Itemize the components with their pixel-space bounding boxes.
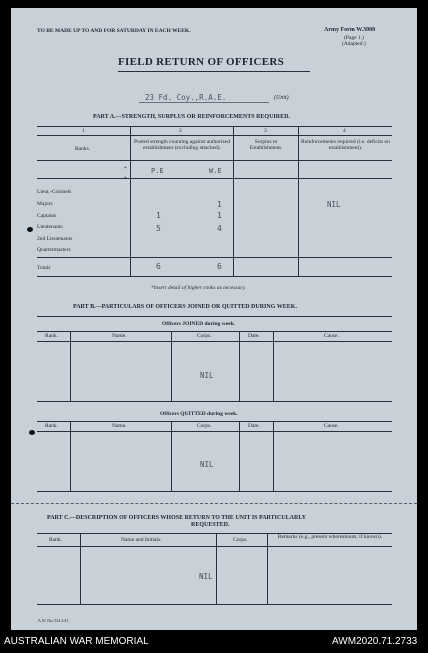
form-page: (Page 1.) <box>344 35 364 41</box>
col-surplus-header: Surplus to Establishment. <box>249 139 283 151</box>
pe-value: 5 <box>156 224 161 233</box>
sub-header-we: W.E <box>209 167 222 175</box>
unit-value: 23 Fd. Coy.,R.A.E. <box>145 93 227 102</box>
part-c-nil: NIL <box>199 572 213 581</box>
col-reinforcements-header: Reinforcements required (i.e. deficits on establishment). <box>301 139 390 151</box>
part-a-heading: PART A.—STRENGTH, SURPLUS OR REINFORCEMENTS REQUIRED. <box>93 114 290 120</box>
quitted-col-cause: Cause. <box>324 423 339 429</box>
col-ranks-header: Ranks. <box>75 146 91 152</box>
joined-title: Officers JOINED during week. <box>162 321 236 327</box>
star-marker: * <box>124 176 127 182</box>
sub-header-pe: P.E <box>151 167 164 175</box>
rank-label: 2nd Lieutenants <box>37 236 73 242</box>
quitted-nil: NIL <box>200 460 214 469</box>
joined-col-name: Name. <box>112 333 127 339</box>
quitted-col-corps: Corps. <box>197 423 212 429</box>
quitted-col-name: Name. <box>112 423 127 429</box>
printer-mark: A.W. Dix 534 2/41 <box>38 618 69 623</box>
part-a-footnote: *Insert detail of higher ranks as necessary. <box>151 285 246 291</box>
col-posted-header: Posted strength counting against authorized establishment (excluding attached). <box>134 139 230 151</box>
joined-nil: NIL <box>200 371 214 380</box>
perforation-line <box>11 503 417 504</box>
rank-label: Captains <box>37 213 57 219</box>
we-value: 1 <box>217 211 222 220</box>
joined-col-date: Date. <box>248 333 260 339</box>
archive-name: AUSTRALIAN WAR MEMORIAL <box>4 636 149 647</box>
unit-label: (Unit) <box>274 95 289 101</box>
punch-hole <box>29 430 35 435</box>
we-value: 4 <box>217 224 222 233</box>
form-adapted: (Adapted.) <box>342 41 366 47</box>
quitted-col-rank: Rank. <box>45 423 58 429</box>
form-number: Army Form W.3008 <box>324 27 376 33</box>
reinforcements-value: NIL <box>327 200 341 209</box>
instruction-note: TO BE MADE UP TO AND FOR SATURDAY IN EACH WEEK. <box>37 28 191 34</box>
col-number-2: 2 <box>179 128 182 134</box>
part-c-col-remarks: Remarks (e.g., present whereabouts, if known). <box>277 534 383 540</box>
part-c-heading-cont: REQUESTED. <box>191 522 230 528</box>
page-title: FIELD RETURN OF OFFICERS <box>118 56 285 68</box>
totals-we: 6 <box>217 262 222 271</box>
part-c-col-rank: Rank. <box>49 537 62 543</box>
rank-label: Quartermasters <box>37 247 71 253</box>
we-value: 1 <box>217 200 222 209</box>
quitted-title: Officers QUITTED during week. <box>160 411 238 417</box>
part-c-heading: PART C.—DESCRIPTION OF OFFICERS WHOSE RETURN TO THE UNIT IS PARTICULARLY <box>47 515 307 521</box>
rank-label: Lieutenants <box>37 224 63 230</box>
rank-label: Majors <box>37 201 53 207</box>
totals-pe: 6 <box>156 262 161 271</box>
col-number-1: 1 <box>82 128 85 134</box>
joined-col-cause: Cause. <box>324 333 339 339</box>
archive-reference: AWM2020.71.2733 <box>332 636 418 647</box>
part-c-col-corps: Corps. <box>233 537 248 543</box>
pe-value: 1 <box>156 211 161 220</box>
col-number-3: 3 <box>264 128 267 134</box>
rank-label: Lieut.-Colonels <box>37 189 72 195</box>
col-number-4: 4 <box>343 128 346 134</box>
totals-label: Totals <box>37 265 51 271</box>
part-b-heading: PART B.—PARTICULARS OF OFFICERS JOINED OR QUITTED DURING WEEK. <box>73 304 297 310</box>
part-c-col-name: Name and Initials. <box>121 537 162 543</box>
form-page <box>11 8 417 630</box>
punch-hole <box>27 227 33 232</box>
joined-col-rank: Rank. <box>45 333 58 339</box>
joined-col-corps: Corps. <box>197 333 212 339</box>
quitted-col-date: Date. <box>248 423 260 429</box>
star-marker: * <box>124 166 127 172</box>
